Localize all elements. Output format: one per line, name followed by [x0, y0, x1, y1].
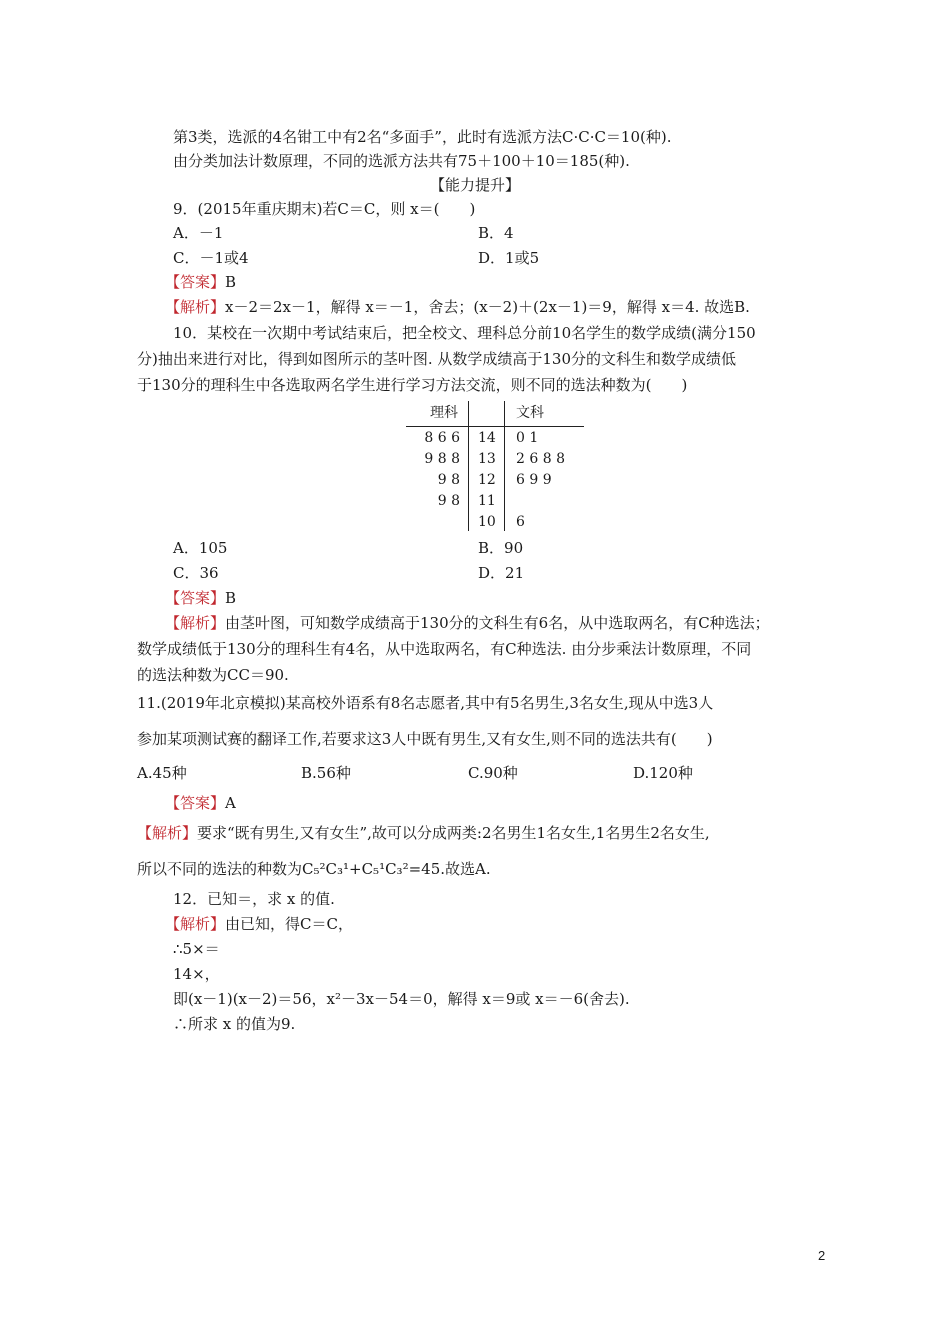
solution-tag: 【解析】	[137, 824, 198, 842]
solution-10-line1	[165, 613, 770, 633]
question-12: 12．已知＝，求 x 的值.	[173, 890, 335, 908]
leaf-left: 8 6 6	[424, 430, 460, 446]
stem: 10	[478, 514, 496, 530]
option-9d: D．1或5	[478, 249, 540, 267]
page-number: 2	[818, 1248, 826, 1263]
solution-12-line3: 14×，	[173, 965, 220, 983]
stem-divider-right	[504, 401, 505, 531]
solution-12-line5: ∴所求 x 的值为9.	[173, 1015, 296, 1033]
leaf-left: 9 8 8	[424, 451, 460, 467]
text-line: 第3类，选派的4名钳工中有2名“多面手”，此时有选派方法C·C·C＝10(种).	[173, 128, 672, 146]
option-9b: B．4	[478, 224, 514, 242]
leaf-right: 6 9 9	[516, 472, 552, 488]
solution-text: 由已知，得C＝C，	[225, 915, 353, 933]
solution-11-line1	[137, 823, 710, 843]
header-rule	[406, 426, 584, 427]
answer-9	[165, 272, 236, 292]
solution-12-line2: ∴5×＝	[173, 940, 220, 958]
solution-10-line3: 的选法种数为CC＝90.	[137, 666, 289, 684]
solution-tag: 【解析】	[165, 298, 226, 316]
option-11c: C.90种	[468, 764, 518, 782]
stem-divider-left	[468, 401, 469, 531]
solution-tag: 【解析】	[165, 915, 226, 933]
leaf-right: 0 1	[516, 430, 539, 446]
answer-value: A	[225, 794, 236, 812]
stem: 13	[478, 451, 496, 467]
option-9c: C．－1或4	[173, 249, 249, 267]
question-10-line1: 10．某校在一次期中考试结束后，把全校文、理科总分前10名学生的数学成绩(满分150	[173, 324, 756, 342]
solution-10-line2: 数学成绩低于130分的理科生有4名，从中选取两名，有C种选法. 由分步乘法计数原理，不同	[137, 640, 752, 658]
option-11a: A.45种	[137, 764, 187, 782]
option-10c: C．36	[173, 564, 219, 582]
option-11d: D.120种	[633, 764, 693, 782]
leaf-left: 9 8	[437, 472, 460, 488]
solution-9	[165, 297, 750, 317]
solution-12-line1	[165, 914, 353, 934]
leaf-right: 2 6 8 8	[516, 451, 565, 467]
solution-text: 由茎叶图，可知数学成绩高于130分的文科生有6名，从中选取两名，有C种选法；	[225, 614, 770, 632]
leaf-left: 9 8	[437, 493, 460, 509]
answer-tag: 【答案】	[165, 794, 226, 812]
text-line: 由分类加法计数原理，不同的选派方法共有75＋100＋10＝185(种).	[173, 152, 630, 170]
stem: 12	[478, 472, 496, 488]
question-10-line2: 分)抽出来进行对比，得到如图所示的茎叶图. 从数学成绩高于130分的文科生和数学成绩低	[137, 350, 737, 368]
answer-value: B	[225, 273, 237, 291]
answer-tag: 【答案】	[165, 273, 226, 291]
solution-12-line4: 即(x－1)(x－2)＝56，x²－3x－54＝0，解得 x＝9或 x＝－6(舍去).	[173, 990, 630, 1008]
leaf-right: 6	[516, 514, 525, 530]
question-11-line1: 11.(2019年北京模拟)某高校外语系有8名志愿者,其中有5名男生,3名女生,现从中选3人	[137, 694, 714, 712]
answer-11	[165, 793, 236, 813]
option-10d: D．21	[478, 564, 525, 582]
stem: 11	[478, 493, 496, 509]
solution-text: 要求“既有男生,又有女生”,故可以分成两类:2名男生1名女生,1名男生2名女生,	[197, 824, 710, 842]
stem-leaf-plot	[400, 401, 590, 533]
answer-10	[165, 588, 236, 608]
option-10a: A．105	[173, 539, 228, 557]
solution-tag: 【解析】	[165, 614, 226, 632]
stem: 14	[478, 430, 496, 446]
option-10b: B．90	[478, 539, 524, 557]
answer-tag: 【答案】	[165, 589, 226, 607]
option-11b: B.56种	[301, 764, 351, 782]
question-10-line3: 于130分的理科生中各选取两名学生进行学习方法交流，则不同的选法种数为( )	[137, 376, 688, 394]
question-9: 9．(2015年重庆期末)若C＝C，则 x＝( )	[173, 200, 476, 218]
question-11-line2: 参加某项测试赛的翻译工作,若要求这3人中既有男生,又有女生,则不同的选法共有( )	[137, 730, 713, 748]
section-heading: 【能力提升】	[429, 176, 520, 194]
left-header: 理科	[430, 405, 458, 421]
solution-11-line2: 所以不同的选法的种数为C₅²C₃¹+C₅¹C₃²=45.故选A.	[137, 860, 491, 878]
answer-value: B	[225, 589, 237, 607]
option-9a: A．－1	[173, 224, 224, 242]
solution-text: x－2＝2x－1，解得 x＝－1，舍去；(x－2)＋(2x－1)＝9，解得 x＝4. 故选B.	[225, 298, 750, 316]
right-header: 文科	[516, 405, 544, 421]
